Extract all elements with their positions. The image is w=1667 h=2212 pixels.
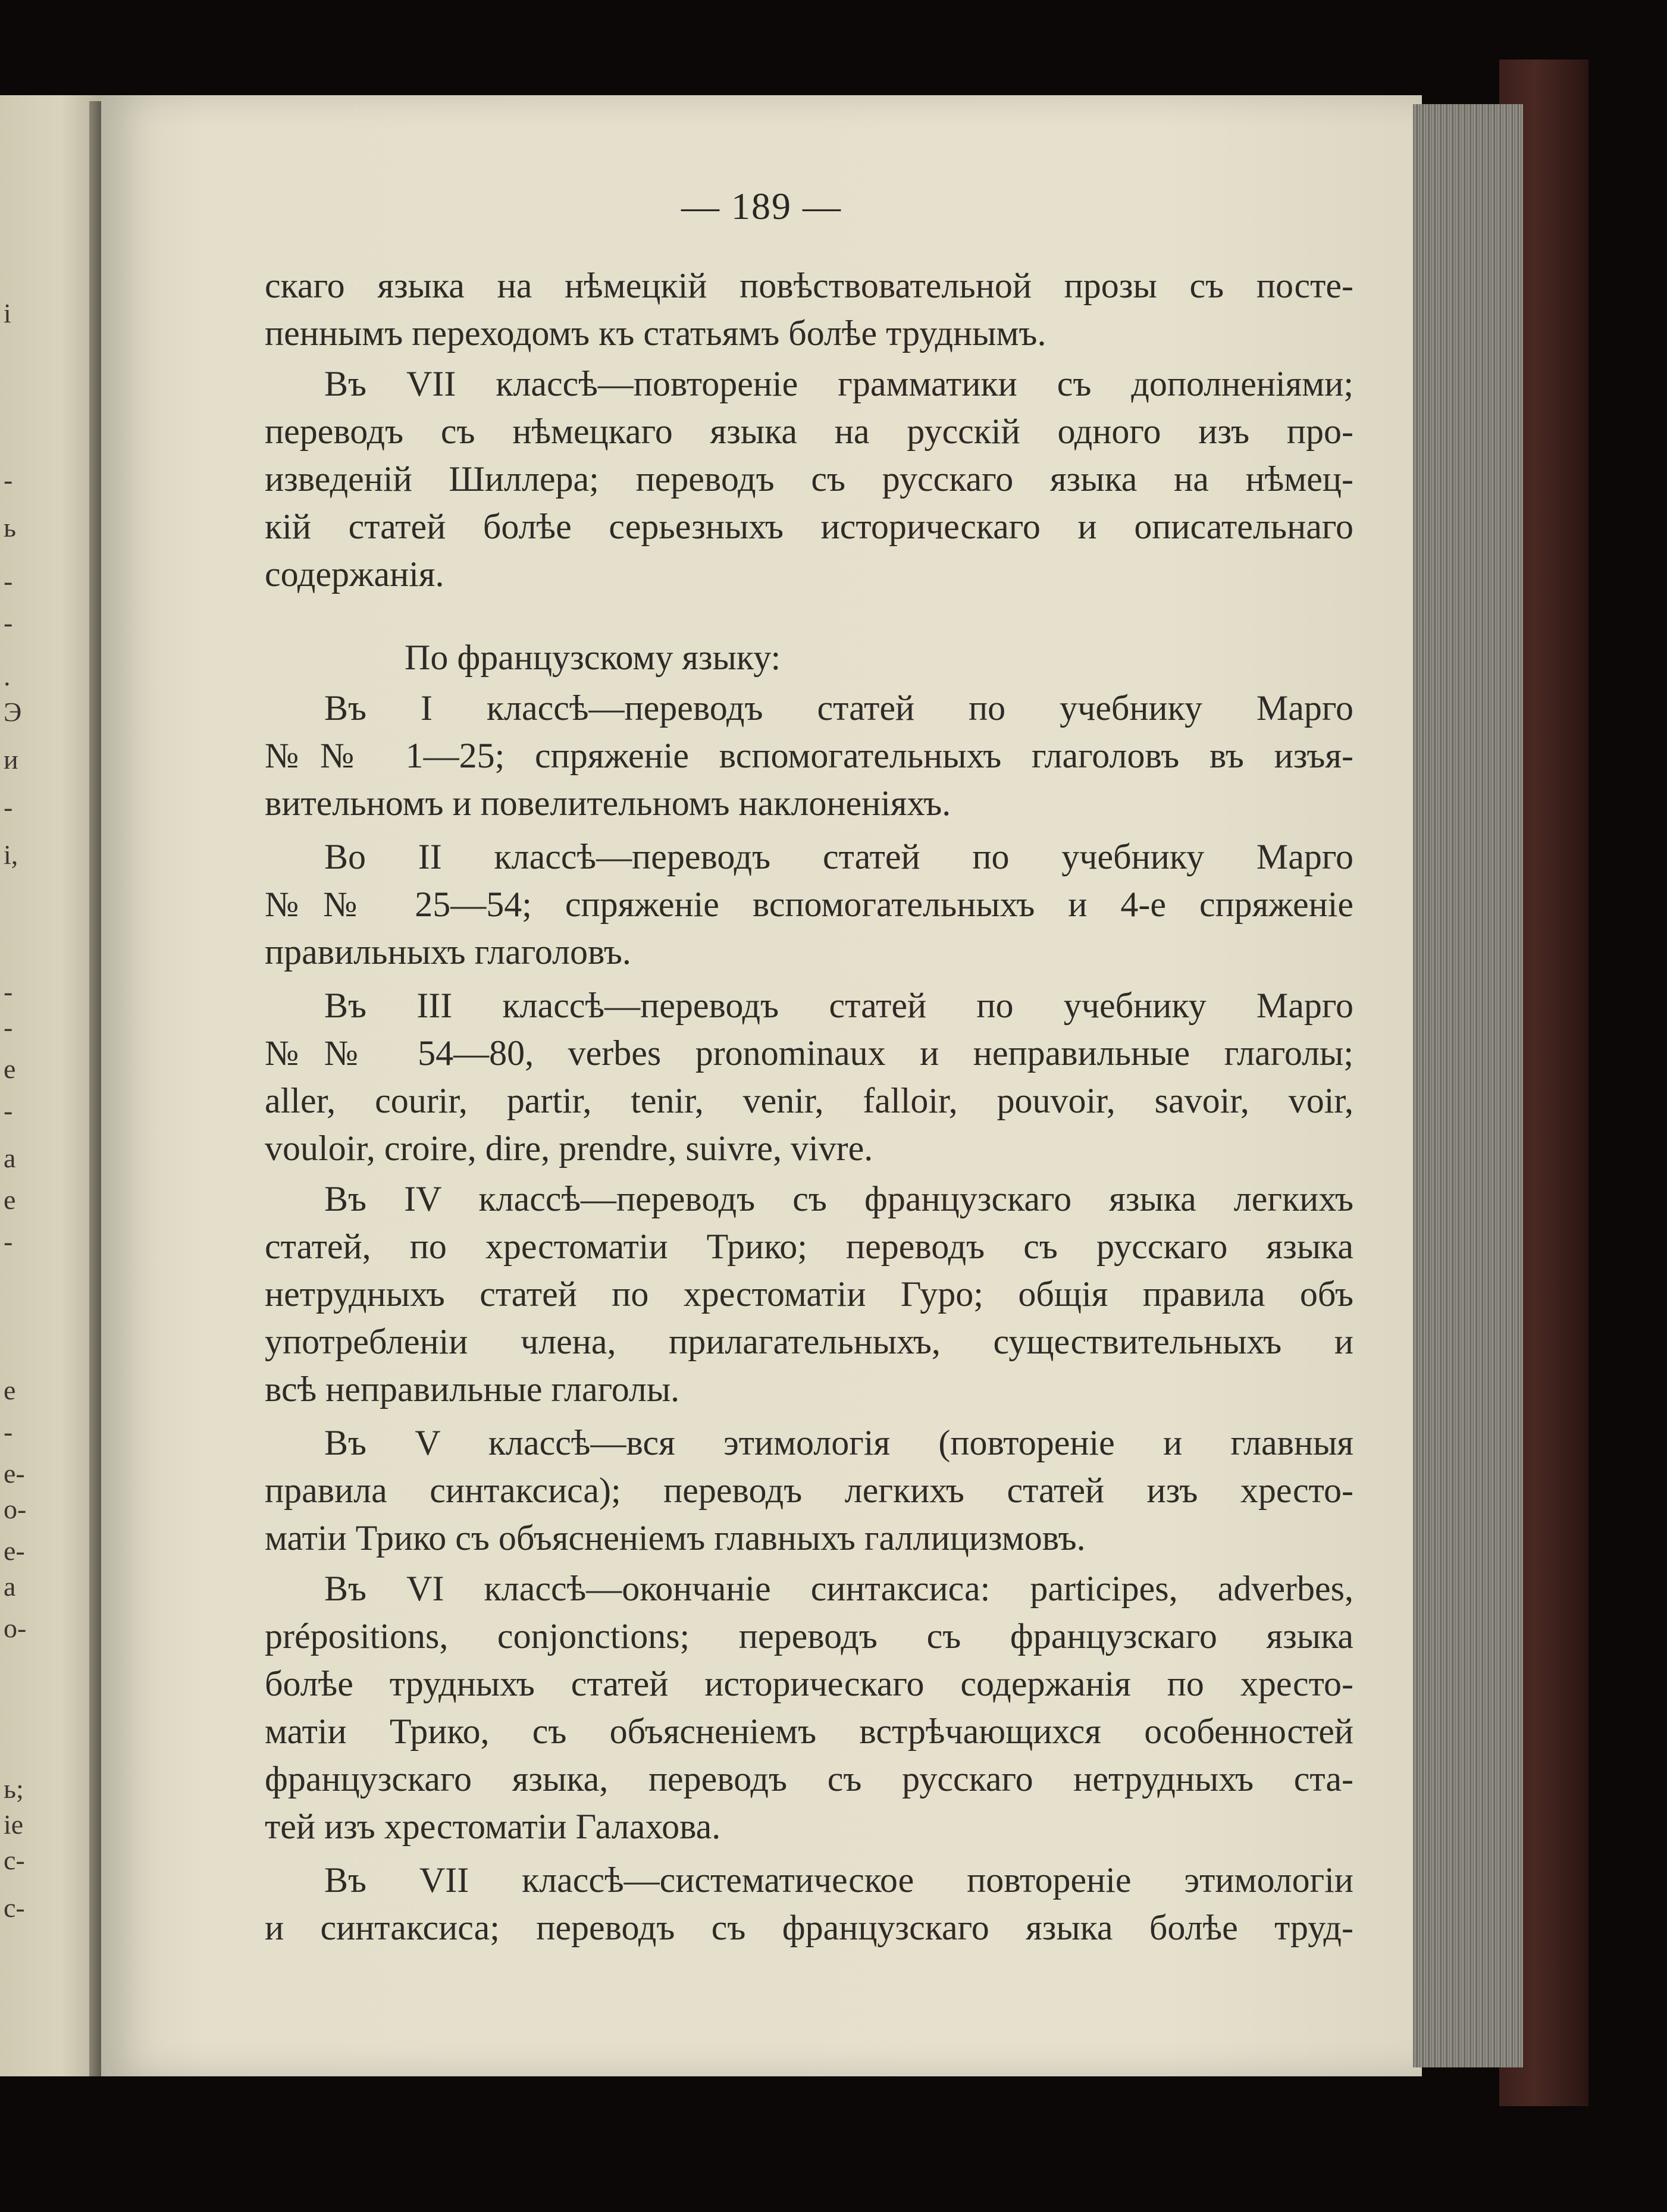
- text-line: изведеній Шиллера; переводъ съ русскаго языка на нѣмец-: [265, 459, 1353, 499]
- left-page-fragment: и: [4, 744, 18, 775]
- text-line: скаго языка на нѣмецкій повѣствовательной прозы съ посте-: [265, 266, 1353, 305]
- text-line: болѣе трудныхъ статей историческаго содержанія по хресто-: [265, 1664, 1353, 1703]
- text-line: Въ VII классѣ—систематическое повтореніе этимологіи: [324, 1860, 1353, 1900]
- text-line: правильныхъ глаголовъ.: [265, 932, 631, 972]
- left-page-fragment: -: [4, 566, 13, 596]
- text-line: Въ III классѣ—переводъ статей по учебнику Марго: [324, 986, 1353, 1025]
- left-page-fragment: о-: [4, 1613, 27, 1643]
- left-page-fragment: .: [4, 661, 11, 691]
- text-line: переводъ съ нѣмецкаго языка на русскій одного изъ про-: [265, 412, 1353, 451]
- left-page-fragment: -: [4, 976, 13, 1007]
- text-line: тей изъ хрестоматіи Галахова.: [265, 1807, 721, 1846]
- left-page-fragment: -: [4, 465, 13, 495]
- left-page-fragment: -: [4, 1226, 13, 1257]
- text-line: vouloir, croire, dire, prendre, suivre, vivre.: [265, 1129, 873, 1168]
- text-line: Въ IV классѣ—переводъ съ французскаго языка легкихъ: [324, 1179, 1353, 1218]
- left-page-fragment: -: [4, 1012, 13, 1042]
- left-page-fragment: с-: [4, 1845, 25, 1875]
- left-page-fragment: i,: [4, 839, 18, 870]
- left-page-fragment: Э: [4, 697, 22, 727]
- text-line: французскаго языка, переводъ съ русскаго нетрудныхъ ста-: [265, 1759, 1353, 1799]
- page-number: — 189 —: [681, 185, 842, 227]
- text-line: и синтаксиса; переводъ съ французскаго языка болѣе труд-: [265, 1908, 1353, 1947]
- text-line: Въ V классѣ—вся этимологія (повтореніе и главныя: [324, 1423, 1353, 1462]
- text-line: матіи Трико, съ объясненіемъ встрѣчающихся особенностей: [265, 1712, 1353, 1751]
- page-edges: [1413, 104, 1523, 2067]
- text-line: Въ VI классѣ—окончаніе синтаксиса: participes, adverbes,: [324, 1569, 1353, 1608]
- right-page: [101, 95, 1422, 2076]
- left-page-fragment: е: [4, 1375, 16, 1405]
- text-line: всѣ неправильные глаголы.: [265, 1370, 680, 1409]
- text-line: содержанія.: [265, 554, 444, 594]
- left-page-fragment: -: [4, 1095, 13, 1126]
- text-line: Во II классѣ—переводъ статей по учебнику Марго: [324, 837, 1353, 876]
- text-line: употребленіи члена, прилагательныхъ, существительныхъ и: [265, 1322, 1353, 1361]
- left-page-fragment: а: [4, 1571, 16, 1602]
- text-line: Въ VII классѣ—повтореніе грамматики съ дополненіями;: [324, 364, 1353, 403]
- left-page-fragment: е-: [4, 1536, 25, 1566]
- text-line: вительномъ и повелительномъ наклоненіяхъ.: [265, 784, 951, 823]
- text-line: №№ 1—25; спряженіе вспомогательныхъ глаголовъ въ изъя-: [265, 736, 1353, 775]
- left-page-fragment: -: [4, 1417, 13, 1447]
- left-page-fragment: о-: [4, 1494, 27, 1524]
- text-line: правила синтаксиса); переводъ легкихъ статей изъ хресто-: [265, 1471, 1353, 1510]
- text-line: Въ I классѣ—переводъ статей по учебнику Марго: [324, 688, 1353, 728]
- text-line: пеннымъ переходомъ къ статьямъ болѣе труднымъ.: [265, 314, 1046, 353]
- left-page-fragment: с-: [4, 1893, 25, 1923]
- text-line: aller, courir, partir, tenir, venir, falloir, pouvoir, savoir, voir,: [265, 1081, 1353, 1120]
- text-line: №№ 25—54; спряженіе вспомогательныхъ и 4-е спряженіе: [265, 885, 1353, 924]
- left-page-fragment: ь;: [4, 1774, 24, 1804]
- text-line: prépositions, conjonctions; переводъ съ французскаго языка: [265, 1616, 1353, 1656]
- text-line: По французскому языку:: [405, 638, 781, 677]
- left-page-fragment: i: [4, 298, 11, 328]
- left-page-fragment: е: [4, 1054, 16, 1084]
- left-page-fragment: е: [4, 1185, 16, 1215]
- text-line: матіи Трико съ объясненіемъ главныхъ галлицизмовъ.: [265, 1518, 1086, 1558]
- left-page-fragment: ь: [4, 512, 16, 543]
- text-line: №№ 54—80, verbes pronominaux и неправильные глаголы;: [265, 1033, 1353, 1073]
- left-page: [0, 95, 101, 2076]
- text-line: кій статей болѣе серьезныхъ историческаго и описательнаго: [265, 507, 1353, 546]
- left-page-fragment: а: [4, 1143, 16, 1173]
- text-line: статей, по хрестоматіи Трико; переводъ съ русскаго языка: [265, 1227, 1353, 1266]
- left-page-fragment: iе: [4, 1809, 24, 1840]
- left-page-fragment: -: [4, 792, 13, 822]
- text-line: нетрудныхъ статей по хрестоматіи Гуро; общія правила объ: [265, 1274, 1353, 1314]
- left-page-fragment: -: [4, 607, 13, 638]
- left-page-fragment: е-: [4, 1458, 25, 1489]
